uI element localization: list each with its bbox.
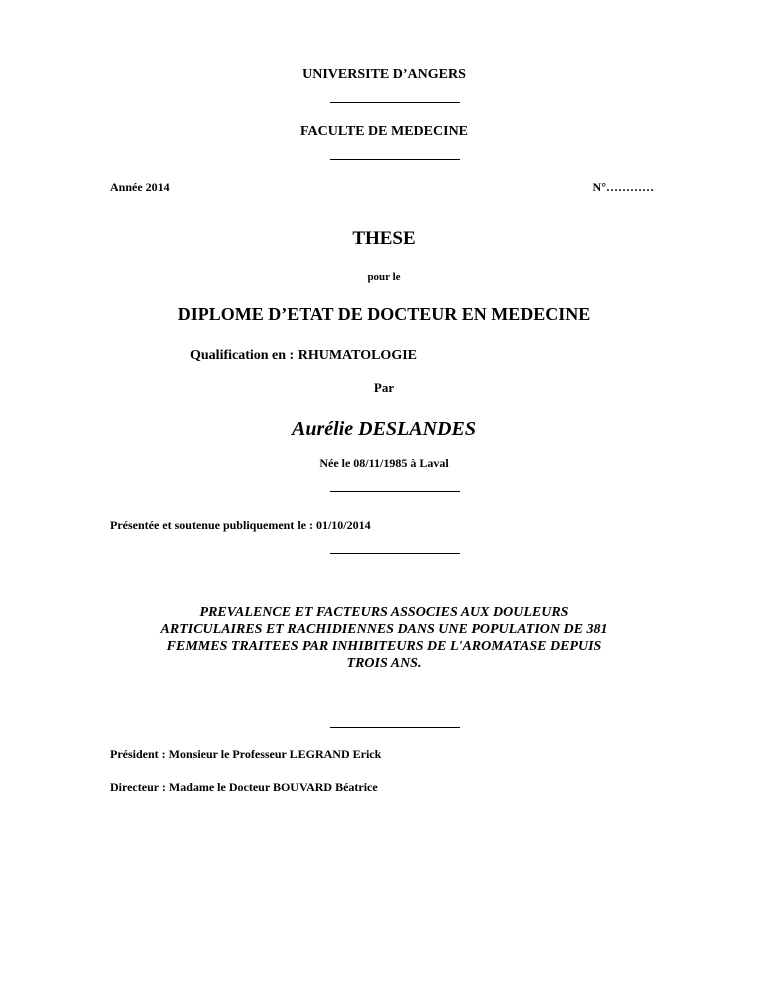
university-name: UNIVERSITE D’ANGERS <box>302 67 466 82</box>
thesis-number: N°………… <box>592 180 654 194</box>
thesis-title-line: ARTICULAIRES ET RACHIDIENNES DANS UNE POPULATION DE 381 <box>160 622 608 637</box>
these-heading: THESE <box>352 228 416 249</box>
thesis-title <box>0 604 768 672</box>
divider-rule <box>330 491 460 492</box>
faculty-name: FACULTE DE MEDECINE <box>299 124 469 139</box>
jury-director: Directeur : Madame le Docteur BOUVARD Béatrice <box>110 780 378 794</box>
divider-rule <box>330 727 460 728</box>
thesis-title-line: TROIS ANS. <box>346 656 422 671</box>
pour-le-label: pour le <box>367 271 401 283</box>
jury-president: Président : Monsieur le Professeur LEGRAND Erick <box>110 747 382 761</box>
diploma-title: DIPLOME D’ETAT DE DOCTEUR EN MEDECINE <box>177 304 591 324</box>
divider-rule <box>330 102 460 103</box>
qualification: Qualification en : RHUMATOLOGIE <box>190 348 417 363</box>
author-name: Aurélie DESLANDES <box>292 418 476 440</box>
author-birth: Née le 08/11/1985 à Laval <box>319 456 449 470</box>
thesis-title-line: PREVALENCE ET FACTEURS ASSOCIES AUX DOULEURS <box>199 605 569 620</box>
par-label: Par <box>373 380 395 395</box>
academic-year: Année 2014 <box>110 180 170 194</box>
defense-date: Présentée et soutenue publiquement le : 01/10/2014 <box>110 518 371 532</box>
divider-rule <box>330 159 460 160</box>
divider-rule <box>330 553 460 554</box>
thesis-title-line: FEMMES TRAITEES PAR INHIBITEURS DE L'AROMATASE DEPUIS <box>166 639 602 654</box>
